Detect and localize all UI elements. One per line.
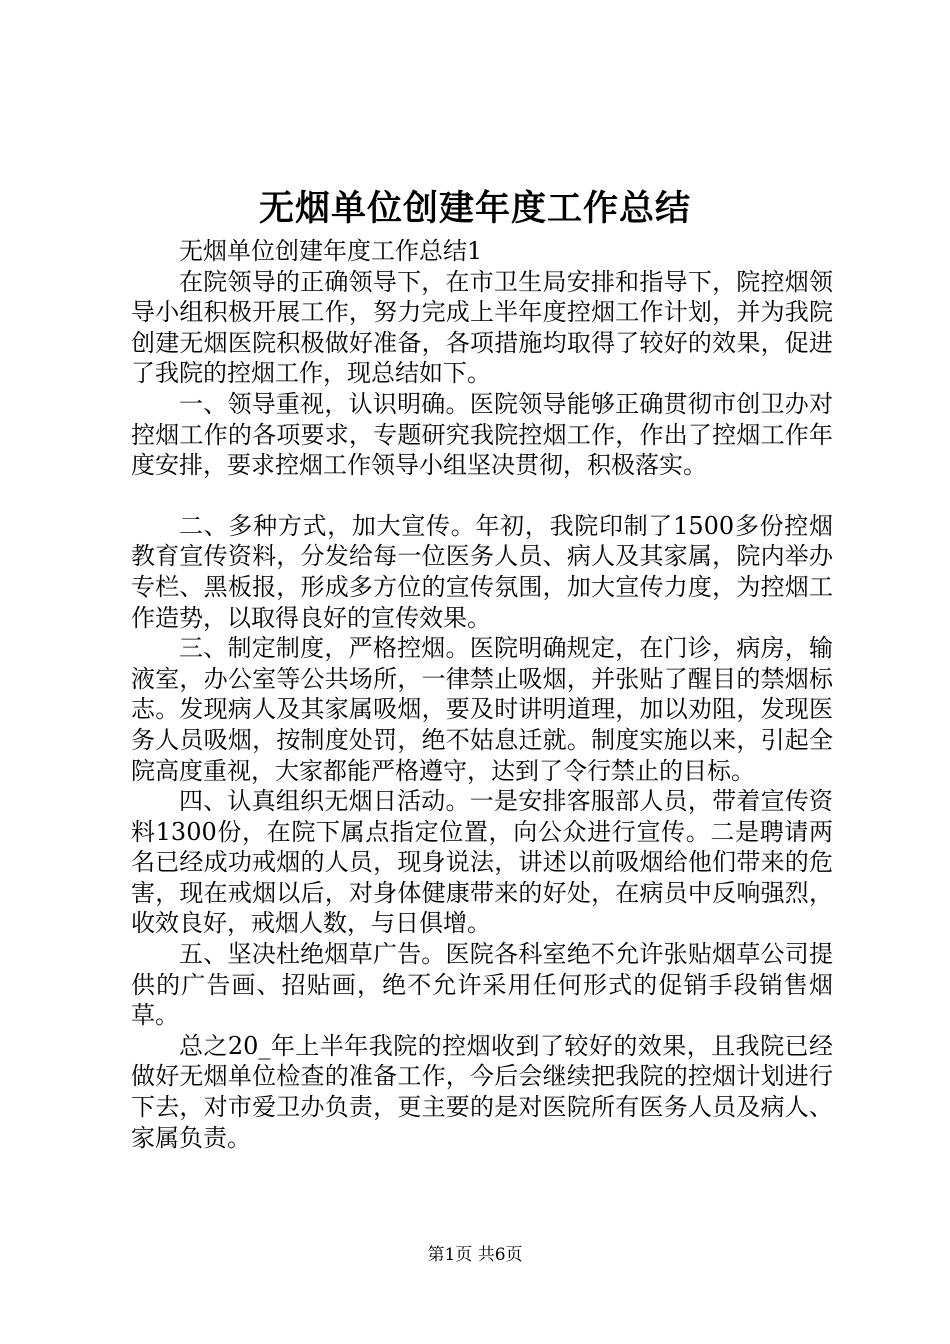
paragraph-rules: 三、制定制度，严格控烟。医院明确规定，在门诊，病房，输液室，办公室等公共场所，一律禁止吸烟，并张贴了醒目的禁烟标志。发现病人及其家属吸烟，要及时讲明道理，加以劝阻，发现医务人员吸烟，按制度处罚，绝不姑息迁就。制度实施以来，引起全院高度重视，大家都能严格遵守，达到了令行禁止的目标。 <box>131 634 833 785</box>
paragraph-summary: 总之20_年上半年我院的控烟收到了较好的效果，且我院已经做好无烟单位检查的准备工作，今后会继续把我院的控烟计划进行下去，对市爱卫办负责，更主要的是对医院所有医务人员及病人、家属负责。 <box>131 1031 833 1152</box>
paragraph-leadership: 一、领导重视，认识明确。医院领导能够正确贯彻市创卫办对控烟工作的各项要求，专题研究我院控烟工作，作出了控烟工作年度安排，要求控烟工作领导小组坚决贯彻，积极落实。 <box>131 389 833 480</box>
document-body <box>131 236 833 1153</box>
section-heading: 无烟单位创建年度工作总结1 <box>179 237 483 265</box>
document-title: 无烟单位创建年度工作总结 <box>258 188 691 229</box>
paragraph-no-smoking-day: 四、认真组织无烟日活动。一是安排客服部人员，带着宣传资料1300份，在院下属点指定位置，向公众进行宣传。二是聘请两名已经成功戒烟的人员，现身说法，讲述以前吸烟给他们带来的危害，现在戒烟以后，对身体健康带来的好处，在病员中反响强烈，收效良好，戒烟人数，与日俱增。 <box>131 787 833 938</box>
paragraph-publicity: 二、多种方式，加大宣传。年初，我院印制了1500多份控烟教育宣传资料，分发给每一位医务人员、病人及其家属，院内举办专栏、黑板报，形成多方位的宣传氛围，加大宣传力度，为控烟工作造势，以取得良好的宣传效果。 <box>131 511 833 632</box>
paragraph-ads-ban: 五、坚决杜绝烟草广告。医院各科室绝不允许张贴烟草公司提供的广告画、招贴画，绝不允许采用任何形式的促销手段销售烟草。 <box>131 940 833 1030</box>
paragraph-intro: 在院领导的正确领导下，在市卫生局安排和指导下，院控烟领导小组积极开展工作，努力完成上半年度控烟工作计划，并为我院创建无烟医院积极做好准备，各项措施均取得了较好的效果，促进了我院的控烟工作，现总结如下。 <box>131 267 833 388</box>
page-footer: 第1页 共6页 <box>427 1245 523 1265</box>
